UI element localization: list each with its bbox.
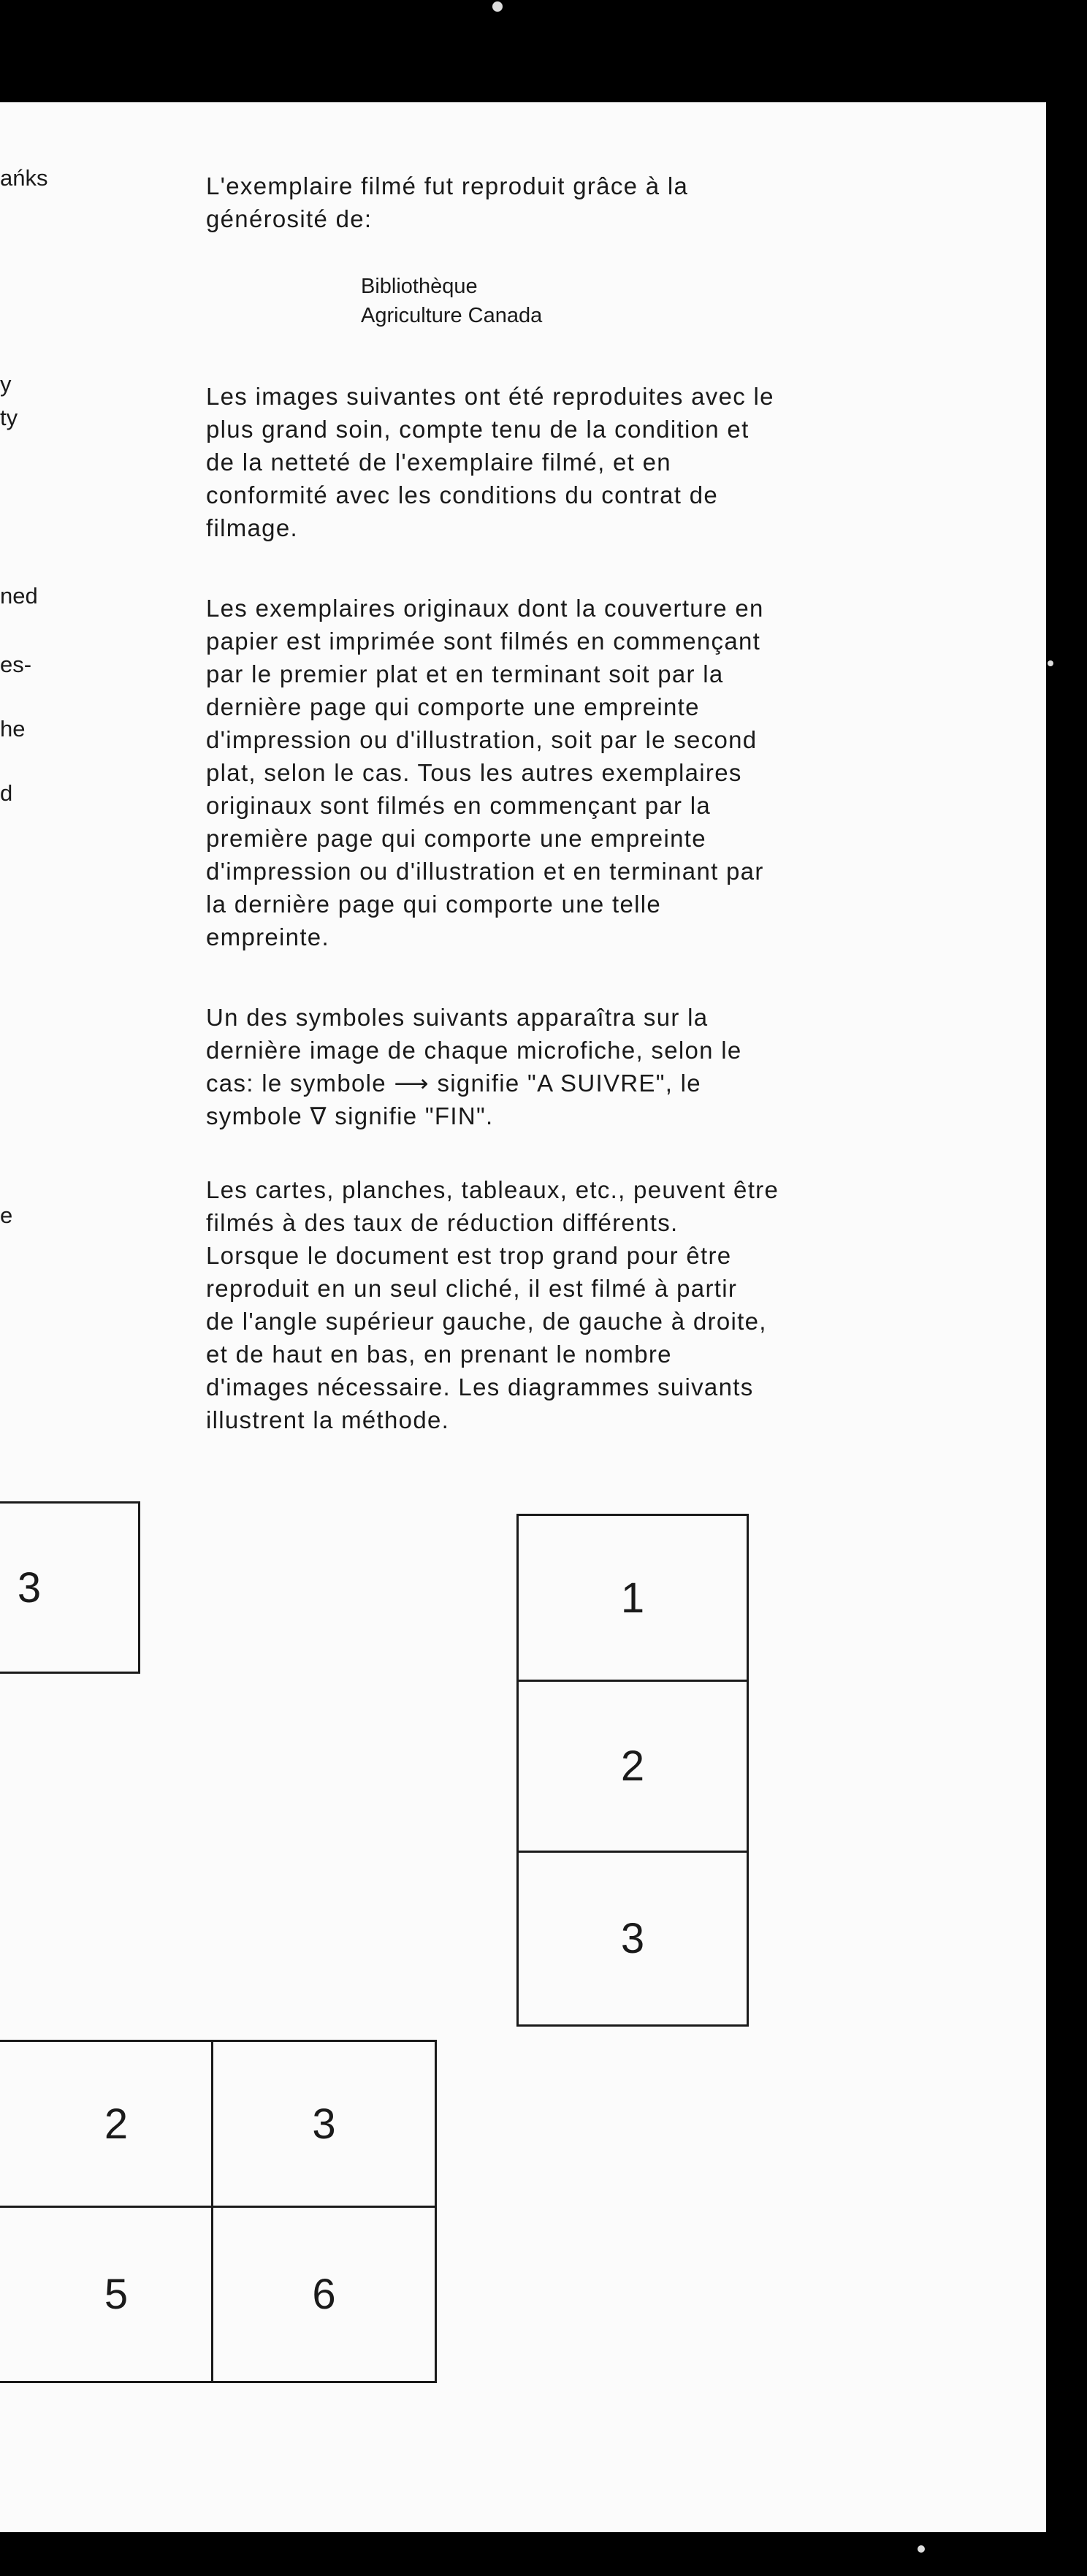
paragraph-method: Les cartes, planches, tableaux, etc., peuvent être filmés à des taux de réduction différents. Lorsque le document est trop grand pour être reproduit en un seul cliché, il est filmé à partir de l'angle supérieur gauche, de gauche à droite, et de haut en bas, en prenant le nombre d'images nécessaire. Les diagrammes suivants illustrent la méthode. <box>206 1176 779 1433</box>
contributor-name: Bibliothèque Agriculture Canada <box>361 275 543 327</box>
diagram-cell-number: 5 <box>104 2271 129 2318</box>
left-fragment: e <box>0 1203 13 1228</box>
diagram-cell-number: 3 <box>312 2100 336 2148</box>
paragraph-filming-order: Les exemplaires originaux dont la couverture en papier est imprimée sont filmés en commençant par le premier plat et en terminant soit par la dernière page qui comporte une empreinte d'impression ou d'illustration, soit par le second plat, selon le cas. Tous les autres exemplaires originaux sont filmés en commençant par la première page qui comporte une empreinte d'impression ou d'illustration et en terminant par la dernière page qui comporte une telle empreinte. <box>206 595 764 950</box>
left-fragment: he <box>0 716 26 742</box>
film-target-page <box>0 102 1046 2532</box>
paragraph-symbols: Un des symboles suivants apparaîtra sur la dernière image de chaque microfiche, selon le cas: le symbole ⟶ signifie "A SUIVRE", le symbole ∇ signifie "FIN". <box>206 1004 742 1129</box>
left-fragment: ańks <box>0 165 48 191</box>
left-fragment: d <box>0 780 13 806</box>
reproduction-credit: L'exemplaire filmé fut reproduit grâce à la générosité de: <box>206 172 689 232</box>
diagram-grid <box>0 2040 437 2383</box>
diagram-cell-number: 3 <box>17 1563 42 1612</box>
film-speck <box>1048 660 1053 666</box>
film-speck <box>492 1 503 12</box>
paragraph-care: Les images suivantes ont été reproduites avec le plus grand soin, compte tenu de la condition et de la netteté de l'exemplaire filmé, et en conformité avec les conditions du contrat de filmage. <box>206 383 774 541</box>
film-speck <box>918 2545 925 2553</box>
diagram-cell-number: 2 <box>104 2100 129 2148</box>
diagram-vertical <box>516 1514 749 2027</box>
left-fragment: ned <box>0 583 38 609</box>
diagram-cell-number: 1 <box>620 1574 645 1622</box>
left-fragment: es- <box>0 652 32 677</box>
diagram-cell-number: 2 <box>620 1742 645 1790</box>
left-fragment: ty <box>0 405 18 430</box>
diagram-cell-number: 6 <box>312 2271 336 2318</box>
left-fragment: y <box>0 371 12 397</box>
diagram-cell-number: 3 <box>620 1915 645 1962</box>
